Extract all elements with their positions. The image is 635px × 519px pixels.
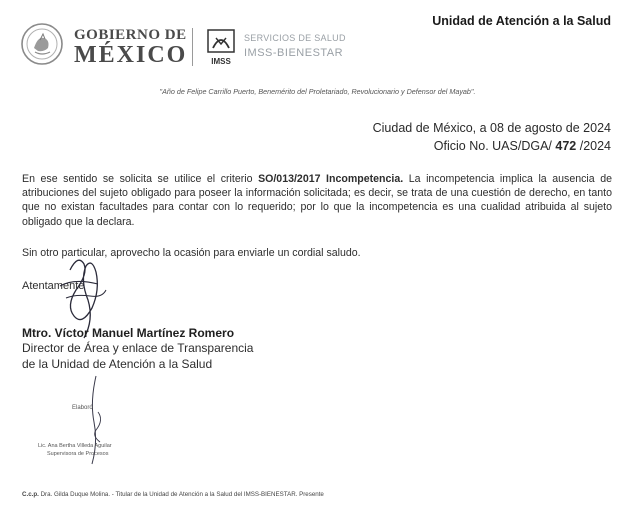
gobierno-de-text: GOBIERNO DE bbox=[74, 27, 187, 43]
oficio-suffix: /2024 bbox=[579, 139, 611, 153]
place-date: Ciudad de México, a 08 de agosto de 2024 bbox=[372, 121, 611, 135]
year-motto: "Año de Felipe Carrillo Puerto, Benemérito del Proletariado, Revolucionario y Defensor del Mayab". bbox=[159, 87, 476, 96]
signer-role-line1: Director de Área y enlace de Transparencia bbox=[22, 341, 254, 355]
signer-role-line2: de la Unidad de Atención a la Salud bbox=[22, 357, 213, 371]
imss-bienestar-text: IMSS-BIENESTAR bbox=[244, 47, 344, 59]
mexico-text: MÉXICO bbox=[74, 42, 188, 68]
ccp-line bbox=[22, 491, 324, 498]
unit-name-heading: Unidad de Atención a la Salud bbox=[432, 14, 611, 28]
body-paragraph-saludo: Sin otro particular, aprovecho la ocasión para enviarle un cordial saludo. bbox=[22, 247, 361, 259]
para1-start: En ese sentido se solicita se utilice el criterio bbox=[22, 173, 253, 185]
oficio-number-value: 472 bbox=[555, 139, 577, 153]
imss-logo-text: IMSS bbox=[211, 57, 231, 66]
imss-eagle-logo bbox=[204, 26, 238, 68]
ccp-label: C.c.p. bbox=[22, 491, 39, 498]
mexico-seal-logo bbox=[20, 22, 64, 66]
oficio-number bbox=[434, 139, 611, 153]
header-divider bbox=[192, 28, 193, 66]
closing-atentamente: Atentamente bbox=[22, 280, 85, 292]
body-paragraph-criterio bbox=[22, 172, 612, 229]
signer-name: Mtro. Víctor Manuel Martínez Romero bbox=[22, 326, 235, 340]
ccp-text: Dra. Gilda Duque Molina. - Titular de la Unidad de Atención a la Salud del IMSS-BIENESTAR. Presente bbox=[40, 491, 324, 498]
oficio-prefix: Oficio No. UAS/DGA/ bbox=[433, 139, 552, 153]
elaboro-label: Elaboró bbox=[72, 405, 93, 411]
imss-servicios-text: SERVICIOS DE SALUD bbox=[244, 33, 346, 43]
elaboro-name: Lic. Ana Bertha Villeda Aguilar bbox=[38, 443, 112, 449]
elaboro-role: Supervisora de Procesos bbox=[47, 451, 109, 457]
para1-end: La incompetencia implica la ausencia de atribuciones del sujeto obligado para poseer la información solicitada; es decir, se trata de una cuestión de derecho, en tanto que no existan facultades para contar con lo requerido; por lo que la incompetencia es una cualidad atribuida al sujeto obligado que la declara. bbox=[22, 173, 612, 228]
criterio-bold: SO/013/2017 Incompetencia. bbox=[258, 173, 404, 185]
